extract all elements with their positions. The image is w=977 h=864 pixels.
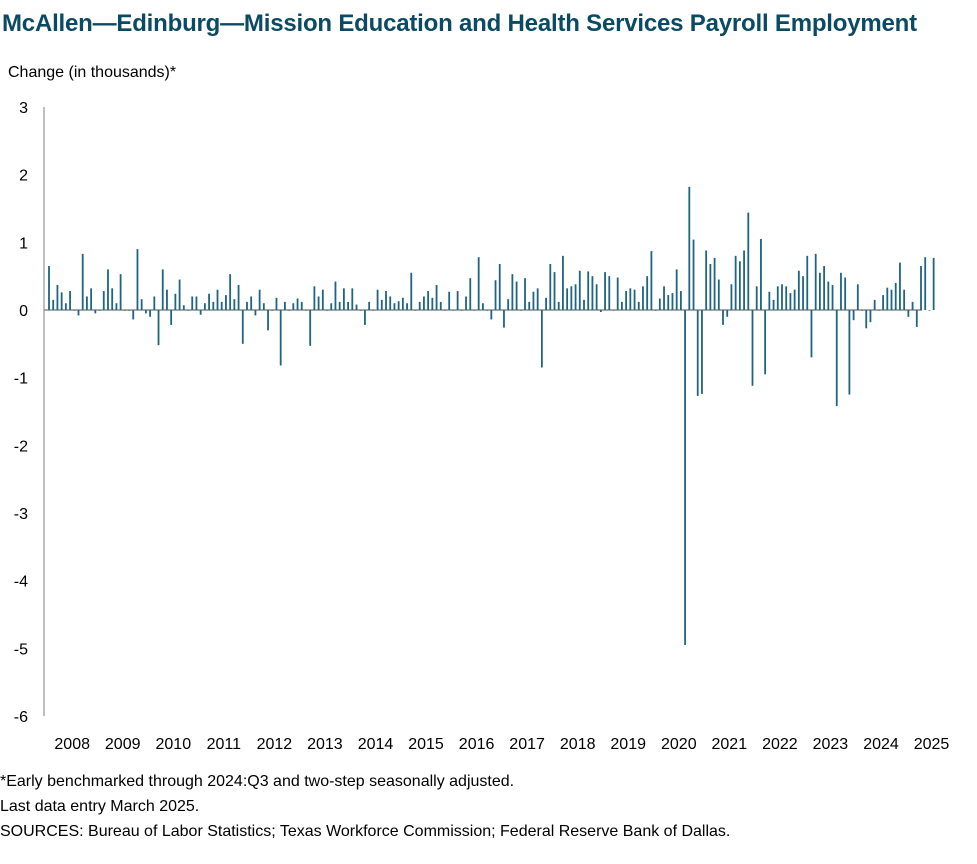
bar bbox=[389, 296, 391, 310]
bar bbox=[90, 288, 92, 310]
bar bbox=[764, 310, 766, 374]
bar bbox=[170, 310, 172, 325]
bar bbox=[739, 261, 741, 310]
bar bbox=[246, 302, 248, 310]
bar bbox=[162, 269, 164, 310]
x-tick-label: 2016 bbox=[458, 736, 495, 753]
bar bbox=[865, 310, 867, 328]
bar bbox=[128, 310, 130, 311]
bar bbox=[516, 282, 518, 310]
bar bbox=[583, 300, 585, 310]
bar bbox=[427, 291, 429, 310]
x-tick-label: 2017 bbox=[509, 736, 545, 753]
bar bbox=[798, 271, 800, 310]
bar bbox=[840, 273, 842, 310]
bar bbox=[503, 310, 505, 328]
bar bbox=[322, 290, 324, 310]
y-tick-label: 1 bbox=[19, 235, 28, 253]
y-tick-label: -3 bbox=[13, 506, 28, 523]
bar bbox=[423, 296, 425, 310]
bar bbox=[65, 303, 67, 310]
bars bbox=[48, 187, 934, 645]
bar bbox=[461, 310, 463, 311]
bar bbox=[57, 285, 59, 310]
x-tick-label: 2023 bbox=[812, 736, 849, 753]
bar bbox=[61, 292, 63, 310]
bar bbox=[731, 284, 733, 310]
bar bbox=[663, 286, 665, 310]
bar bbox=[562, 256, 564, 310]
bar bbox=[364, 310, 366, 325]
bar bbox=[768, 292, 770, 310]
bar bbox=[634, 290, 636, 310]
bar bbox=[899, 263, 901, 310]
bar bbox=[714, 258, 716, 310]
bar bbox=[86, 296, 88, 310]
bar bbox=[453, 310, 455, 311]
bar bbox=[895, 283, 897, 310]
bar bbox=[587, 271, 589, 310]
y-tick-label: 3 bbox=[19, 100, 28, 117]
bar bbox=[642, 286, 644, 310]
bar bbox=[688, 187, 690, 310]
x-tick-label: 2015 bbox=[408, 736, 444, 753]
x-tick-label: 2013 bbox=[307, 736, 343, 753]
bar bbox=[701, 310, 703, 394]
bar bbox=[806, 256, 808, 310]
bar bbox=[802, 276, 804, 310]
bar bbox=[781, 284, 783, 310]
bar bbox=[722, 310, 724, 325]
bar bbox=[486, 310, 488, 311]
bar bbox=[490, 310, 492, 319]
bar bbox=[474, 310, 476, 311]
footnotes bbox=[0, 769, 730, 844]
bar bbox=[672, 293, 674, 310]
bar bbox=[655, 310, 657, 311]
bar bbox=[229, 274, 231, 310]
bar bbox=[410, 273, 412, 310]
y-tick-label: -1 bbox=[13, 370, 28, 388]
bar bbox=[406, 303, 408, 310]
bar bbox=[558, 302, 560, 310]
bar bbox=[356, 305, 358, 310]
x-tick-label: 2020 bbox=[661, 736, 697, 753]
bar bbox=[149, 310, 151, 317]
bar bbox=[777, 286, 779, 310]
bar bbox=[111, 288, 113, 310]
bar bbox=[94, 310, 96, 313]
bar bbox=[718, 280, 720, 310]
bar bbox=[431, 298, 433, 310]
bar bbox=[613, 310, 615, 311]
x-tick-label: 2011 bbox=[206, 736, 242, 753]
bar bbox=[870, 310, 872, 322]
bar bbox=[579, 271, 581, 310]
bar bbox=[153, 296, 155, 310]
bar bbox=[621, 302, 623, 310]
bar bbox=[604, 272, 606, 310]
bar bbox=[874, 300, 876, 310]
bar bbox=[292, 303, 294, 310]
bar bbox=[385, 291, 387, 310]
bar bbox=[511, 274, 513, 310]
bar bbox=[924, 257, 926, 310]
bar bbox=[819, 273, 821, 310]
bar bbox=[667, 295, 669, 310]
bar bbox=[196, 296, 198, 310]
bar bbox=[250, 296, 252, 310]
bar bbox=[183, 305, 185, 310]
x-tick-label: 2021 bbox=[711, 736, 748, 753]
bar bbox=[726, 310, 728, 317]
bar bbox=[743, 250, 745, 310]
bar bbox=[347, 302, 349, 310]
bar bbox=[204, 303, 206, 310]
bar bbox=[330, 303, 332, 310]
bar bbox=[267, 310, 269, 330]
bar bbox=[377, 290, 379, 310]
bar bbox=[747, 213, 749, 310]
bar bbox=[208, 294, 210, 310]
bar bbox=[158, 310, 160, 345]
y-tick-label: 2 bbox=[19, 167, 28, 185]
bar bbox=[69, 291, 71, 310]
bar bbox=[659, 299, 661, 311]
bar bbox=[495, 280, 497, 310]
last-data-entry: Last data entry March 2025. bbox=[0, 798, 200, 815]
bar bbox=[200, 310, 202, 315]
bar bbox=[907, 310, 909, 317]
bar bbox=[436, 285, 438, 310]
bar bbox=[212, 302, 214, 310]
bar bbox=[592, 276, 594, 310]
x-tick-label: 2012 bbox=[256, 736, 293, 753]
bar bbox=[507, 299, 509, 310]
bar bbox=[625, 291, 627, 310]
benchmark-note: *Early benchmarked through 2024:Q3 and two-step seasonally adjusted. bbox=[0, 773, 515, 790]
bar bbox=[811, 310, 813, 357]
bar bbox=[73, 310, 75, 311]
bar bbox=[916, 310, 918, 327]
bar bbox=[145, 310, 147, 313]
bar bbox=[465, 296, 467, 310]
bar bbox=[297, 299, 299, 311]
bar bbox=[836, 310, 838, 406]
x-tick-label: 2018 bbox=[559, 736, 596, 753]
bar bbox=[823, 266, 825, 310]
bar bbox=[684, 310, 686, 645]
bar bbox=[124, 310, 126, 311]
bar bbox=[448, 292, 450, 310]
y-tick-label: -2 bbox=[13, 438, 28, 456]
bar bbox=[773, 300, 775, 310]
bar bbox=[116, 303, 118, 310]
bar bbox=[225, 295, 227, 310]
bar bbox=[335, 282, 337, 310]
bar bbox=[238, 285, 240, 310]
bar bbox=[263, 303, 265, 310]
x-tick-label: 2022 bbox=[762, 736, 798, 753]
axes bbox=[44, 107, 922, 716]
bar bbox=[566, 288, 568, 310]
bar bbox=[756, 286, 758, 310]
bar bbox=[368, 302, 370, 310]
bar bbox=[785, 286, 787, 310]
y-axis-ticks bbox=[14, 100, 28, 726]
bar bbox=[166, 290, 168, 310]
bar bbox=[394, 303, 396, 310]
bar bbox=[402, 298, 404, 310]
bar bbox=[705, 250, 707, 310]
sources: SOURCES: Bureau of Labor Statistics; Texas Workforce Commission; Federal Reserve Bank of Dallas. bbox=[0, 823, 731, 840]
x-tick-label: 2008 bbox=[54, 736, 90, 753]
bar bbox=[326, 310, 328, 311]
x-tick-label: 2009 bbox=[104, 736, 141, 753]
bar bbox=[482, 303, 484, 310]
bar bbox=[596, 284, 598, 310]
bar bbox=[191, 296, 193, 310]
x-tick-label: 2024 bbox=[863, 736, 899, 753]
bar bbox=[360, 310, 362, 311]
bar bbox=[478, 257, 480, 310]
bar bbox=[844, 278, 846, 310]
bar bbox=[608, 276, 610, 310]
bar bbox=[697, 310, 699, 396]
x-tick-label: 2025 bbox=[913, 736, 950, 753]
bar bbox=[528, 302, 530, 310]
bar bbox=[886, 288, 888, 310]
bar bbox=[381, 300, 383, 310]
bar bbox=[179, 280, 181, 310]
bar bbox=[646, 276, 648, 310]
bar bbox=[638, 302, 640, 310]
bar bbox=[549, 264, 551, 310]
bar bbox=[554, 272, 556, 310]
bar bbox=[861, 310, 863, 311]
bar bbox=[912, 302, 914, 310]
bar bbox=[351, 288, 353, 310]
bar bbox=[693, 240, 695, 310]
y-tick-label: -6 bbox=[13, 709, 28, 726]
bar bbox=[545, 298, 547, 310]
bar bbox=[827, 282, 829, 310]
bar bbox=[280, 310, 282, 365]
bar bbox=[929, 310, 931, 311]
bar bbox=[499, 264, 501, 310]
bar bbox=[48, 266, 50, 310]
bar bbox=[221, 302, 223, 310]
bar bbox=[78, 310, 80, 315]
bar bbox=[533, 292, 535, 310]
x-tick-label: 2010 bbox=[155, 736, 192, 753]
bar bbox=[457, 291, 459, 310]
bar bbox=[794, 290, 796, 310]
bar bbox=[305, 310, 307, 311]
bar bbox=[709, 264, 711, 310]
bar bbox=[313, 286, 315, 310]
x-tick-label: 2014 bbox=[357, 736, 394, 753]
bar bbox=[651, 251, 653, 310]
bar bbox=[853, 310, 855, 320]
bar bbox=[815, 254, 817, 310]
y-tick-label: -4 bbox=[13, 573, 28, 591]
bar bbox=[415, 310, 417, 311]
bar bbox=[132, 310, 134, 319]
bar bbox=[752, 310, 754, 386]
y-axis-label: Change (in thousands)* bbox=[8, 64, 177, 81]
bar bbox=[537, 288, 539, 310]
bar bbox=[343, 288, 345, 310]
bar bbox=[444, 310, 446, 311]
bar bbox=[309, 310, 311, 346]
bar bbox=[676, 269, 678, 310]
bar bbox=[339, 302, 341, 310]
bar bbox=[284, 302, 286, 310]
bar bbox=[174, 294, 176, 310]
bar bbox=[629, 288, 631, 310]
bar bbox=[933, 258, 935, 310]
bar bbox=[271, 310, 273, 311]
bar bbox=[790, 293, 792, 310]
bar bbox=[857, 284, 859, 310]
bar bbox=[920, 266, 922, 310]
bar bbox=[520, 310, 522, 311]
bar bbox=[137, 249, 139, 310]
bar bbox=[141, 299, 143, 310]
bar bbox=[372, 310, 374, 311]
bar bbox=[617, 278, 619, 310]
bar bbox=[255, 310, 257, 315]
bar bbox=[600, 310, 602, 312]
bar bbox=[541, 310, 543, 368]
chart-title: McAllen—Edinburg—Mission Education and Health Services Payroll Employment bbox=[2, 10, 917, 37]
bar bbox=[524, 278, 526, 310]
x-axis-ticks bbox=[54, 736, 949, 753]
x-tick-label: 2019 bbox=[610, 736, 646, 753]
bar bbox=[99, 310, 101, 311]
bar bbox=[680, 291, 682, 310]
bar bbox=[103, 291, 105, 310]
y-tick-label: -5 bbox=[13, 641, 28, 659]
bar bbox=[440, 302, 442, 310]
bar bbox=[398, 301, 400, 310]
bar bbox=[259, 290, 261, 310]
bar bbox=[120, 274, 122, 310]
bar bbox=[217, 290, 219, 310]
bar bbox=[903, 290, 905, 310]
bar bbox=[848, 310, 850, 395]
bar bbox=[832, 285, 834, 310]
bar bbox=[570, 286, 572, 310]
bar bbox=[301, 302, 303, 310]
bar bbox=[735, 256, 737, 310]
bar bbox=[187, 310, 189, 311]
bar bbox=[318, 296, 320, 310]
bar bbox=[760, 239, 762, 310]
bar bbox=[878, 310, 880, 311]
bar bbox=[469, 278, 471, 310]
bar bbox=[82, 254, 84, 310]
bar bbox=[233, 299, 235, 310]
bar bbox=[288, 310, 290, 311]
bar bbox=[575, 284, 577, 310]
bar bbox=[419, 302, 421, 310]
bar bbox=[891, 290, 893, 310]
y-tick-label: 0 bbox=[19, 303, 28, 320]
bar bbox=[52, 300, 54, 310]
bar bbox=[107, 269, 109, 310]
bar bbox=[276, 298, 278, 310]
bar bbox=[242, 310, 244, 344]
bar bbox=[882, 295, 884, 310]
